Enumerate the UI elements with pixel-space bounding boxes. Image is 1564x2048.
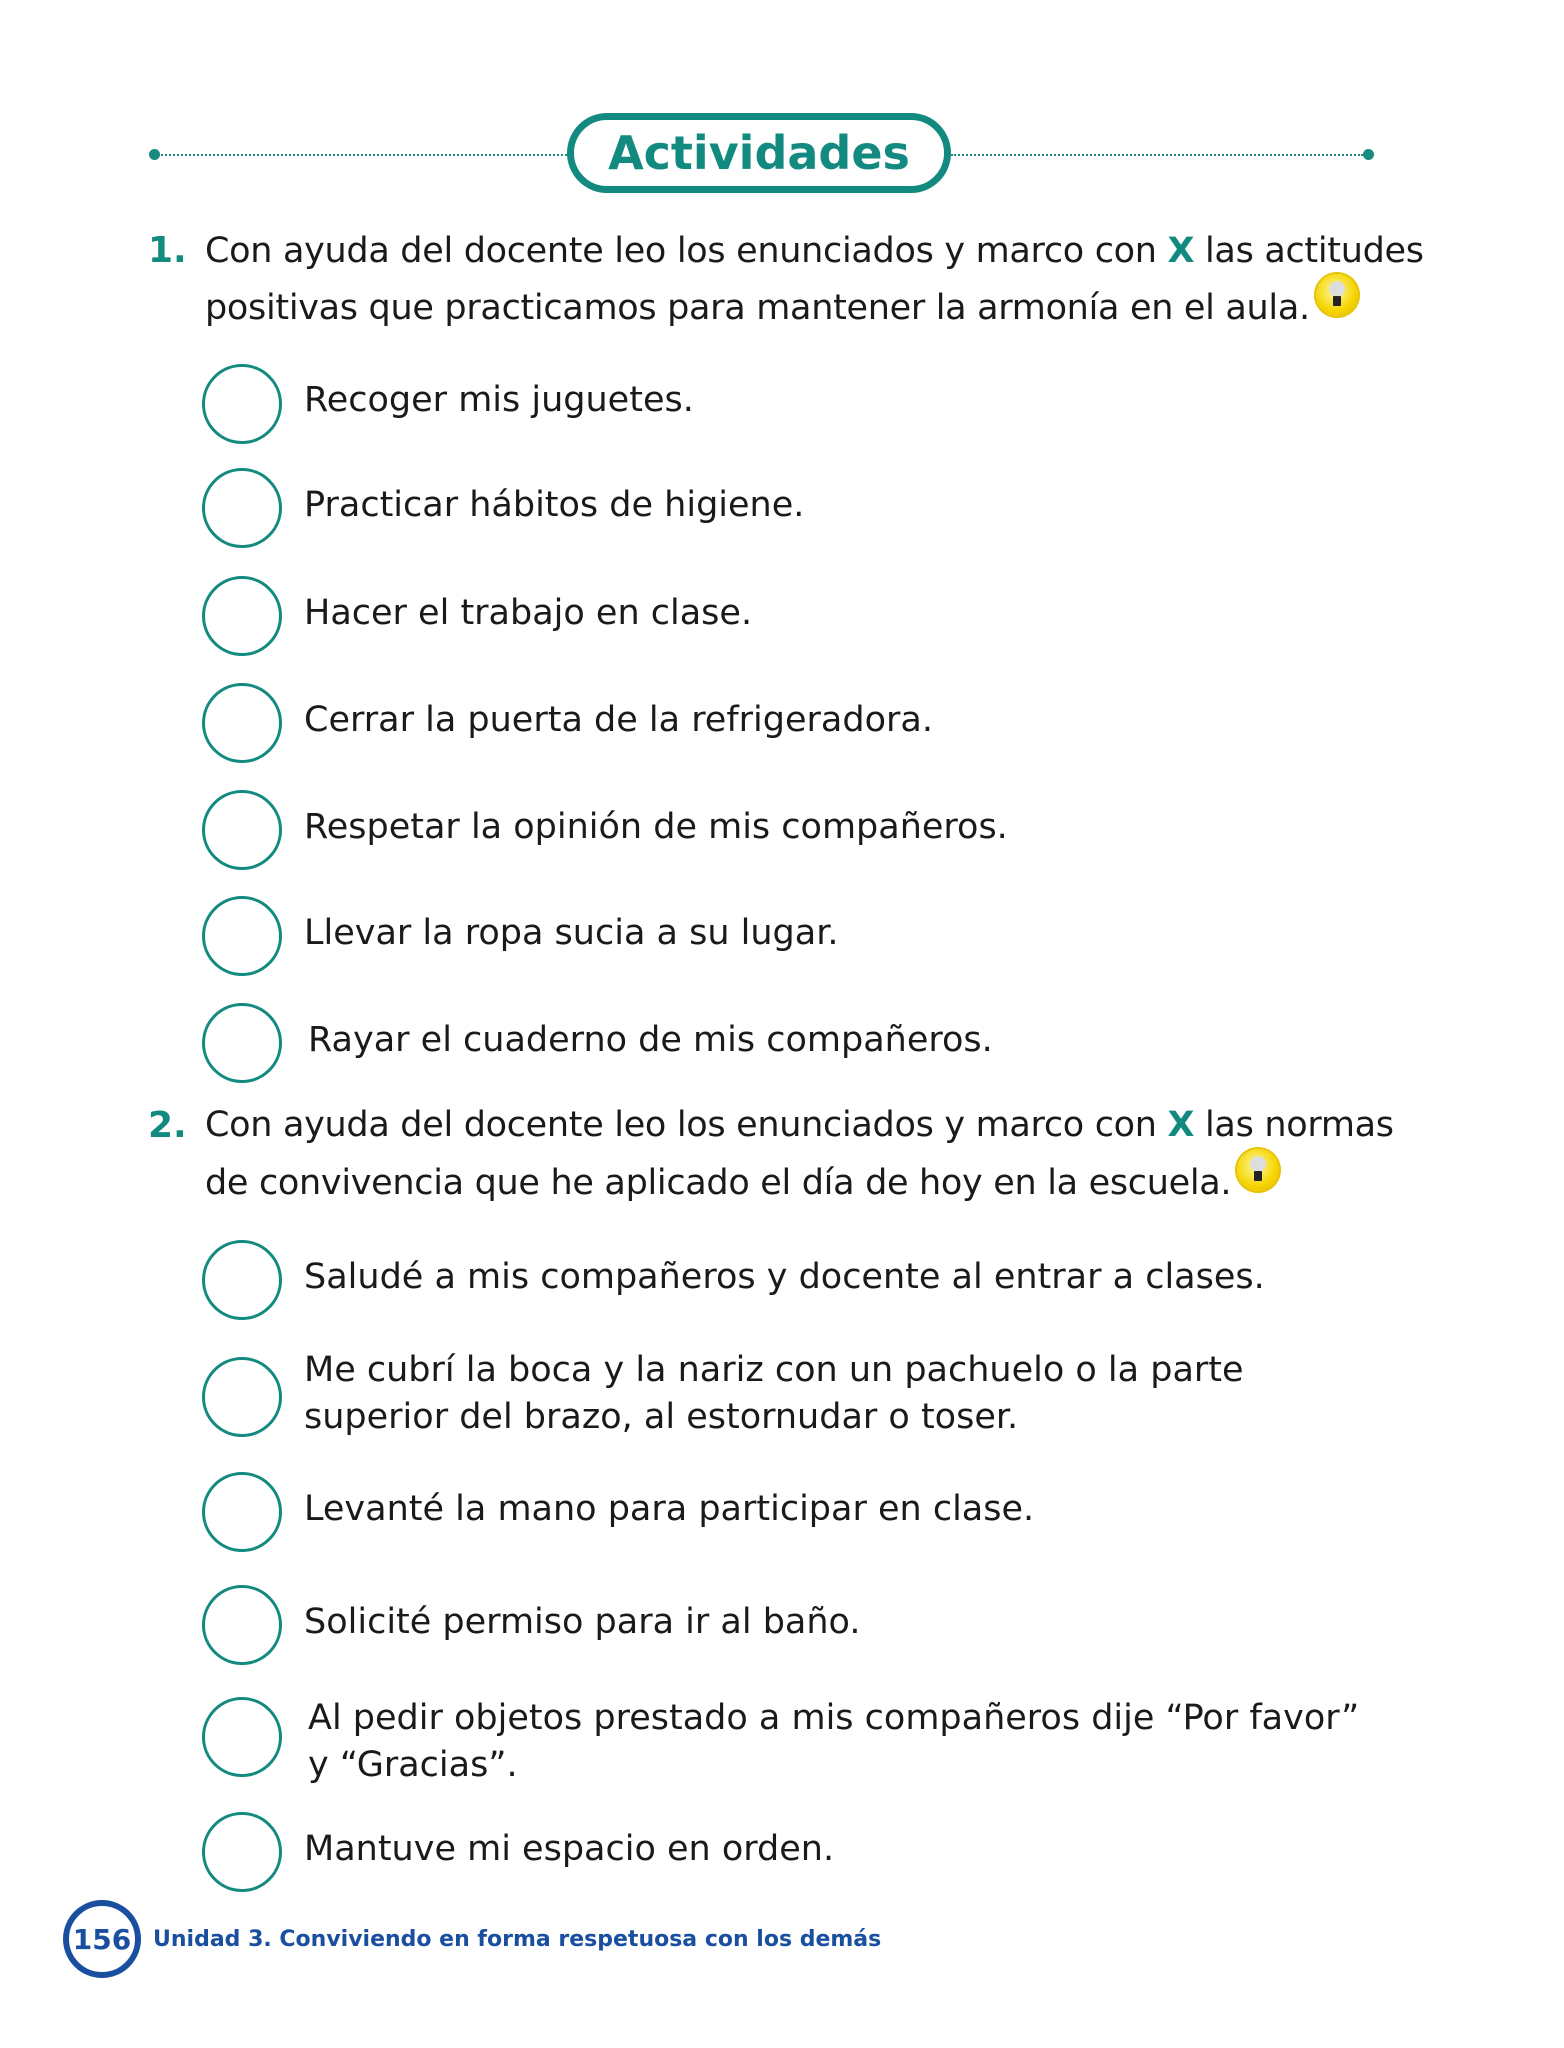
list-item: Mantuve mi espacio en orden. (304, 1829, 835, 1869)
question-text: las normas (1194, 1105, 1394, 1145)
checkbox-circle[interactable] (202, 1585, 282, 1665)
question-text: de convivencia que he aplicado el día de hoy en la escuela. (205, 1163, 1232, 1203)
checkbox-circle[interactable] (202, 683, 282, 763)
checkbox-circle[interactable] (202, 1697, 282, 1777)
checkbox-circle[interactable] (202, 576, 282, 656)
checkbox-circle[interactable] (202, 468, 282, 548)
checkbox-circle[interactable] (202, 1240, 282, 1320)
page-number: 156 (63, 1900, 141, 1978)
list-item: Practicar hábitos de higiene. (304, 485, 805, 525)
list-item: Cerrar la puerta de la refrigeradora. (304, 700, 933, 740)
list-item: Al pedir objetos prestado a mis compañeros dije “Por favor” y “Gracias”. (308, 1698, 1360, 1785)
question-1-line-1 (205, 231, 1424, 271)
divider-right (951, 154, 1363, 156)
line-dot-right (1363, 149, 1374, 160)
question-2-number: 2. (148, 1105, 187, 1146)
question-2-line-2 (205, 1163, 1279, 1205)
checkbox-circle[interactable] (202, 1003, 282, 1083)
question-1-line-2 (205, 288, 1358, 330)
question-2-line-1 (205, 1105, 1394, 1145)
list-item: Respetar la opinión de mis compañeros. (304, 807, 1008, 847)
checkbox-circle[interactable] (202, 1472, 282, 1552)
list-item: Levanté la mano para participar en clase. (304, 1489, 1035, 1529)
unit-title: Unidad 3. Conviviendo en forma respetuosa con los demás (153, 1927, 882, 1952)
list-item: Hacer el trabajo en clase. (304, 593, 753, 633)
mark-x: X (1167, 231, 1195, 271)
question-1-number: 1. (148, 230, 187, 271)
checkbox-circle[interactable] (202, 790, 282, 870)
question-text: las actitudes (1194, 231, 1424, 271)
question-text: Con ayuda del docente leo los enunciados y marco con (205, 1105, 1168, 1145)
list-item: Recoger mis juguetes. (304, 380, 694, 420)
divider-left (158, 154, 567, 156)
checkbox-circle[interactable] (202, 1357, 282, 1437)
list-item: Saludé a mis compañeros y docente al entrar a clases. (304, 1257, 1265, 1297)
list-item: Llevar la ropa sucia a su lugar. (304, 913, 839, 953)
checkbox-circle[interactable] (202, 896, 282, 976)
question-text: positivas que practicamos para mantener la armonía en el aula. (205, 288, 1310, 328)
list-item: Solicité permiso para ir al baño. (304, 1602, 861, 1642)
checkbox-circle[interactable] (202, 1812, 282, 1892)
list-item: Rayar el cuaderno de mis compañeros. (308, 1020, 993, 1060)
lightbulb-icon (1316, 274, 1358, 316)
mark-x: X (1167, 1105, 1195, 1145)
section-title: Actividades (567, 113, 951, 193)
question-text: Con ayuda del docente leo los enunciados y marco con (205, 231, 1168, 271)
checkbox-circle[interactable] (202, 364, 282, 444)
lightbulb-icon (1237, 1149, 1279, 1191)
list-item: Me cubrí la boca y la nariz con un pachuelo o la parte superior del brazo, al estornudar o toser. (304, 1350, 1244, 1437)
